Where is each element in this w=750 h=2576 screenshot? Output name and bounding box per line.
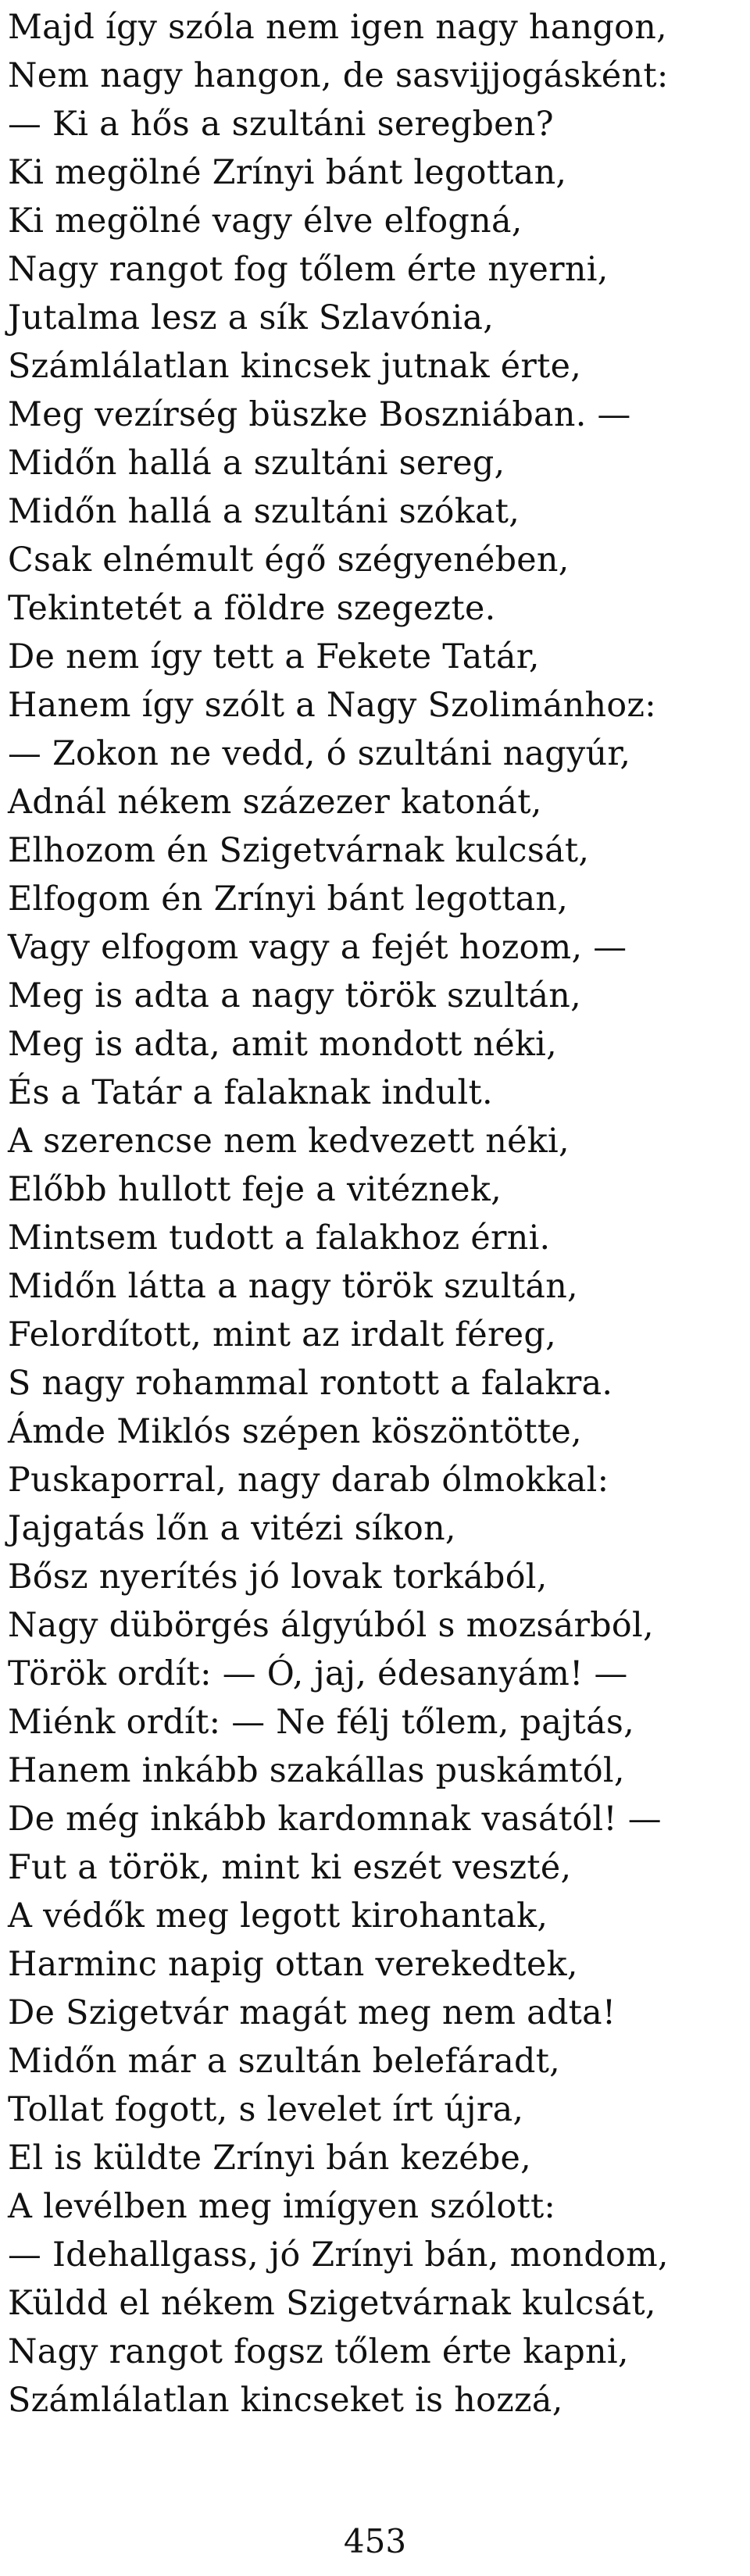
poem-line: Nem nagy hangon, de sasvijjogásként: <box>8 56 669 95</box>
poem-line: Miénk ordít: — Ne félj tőlem, pajtás, <box>8 1703 635 1742</box>
poem-line: — Ki a hős a szultáni seregben? <box>8 105 554 144</box>
poem-line: El is küldte Zrínyi bán kezébe, <box>8 2139 532 2178</box>
poem-line: Harminc napig ottan verekedtek, <box>8 1945 578 1984</box>
poem-line: Midőn már a szultán belefáradt, <box>8 2042 561 2081</box>
poem-line: Jajgatás lőn a vitézi síkon, <box>8 1509 456 1548</box>
poem-line: Midőn hallá a szultáni sereg, <box>8 444 505 483</box>
poem-line: Küldd el nékem Szigetvárnak kulcsát, <box>8 2284 656 2323</box>
poem-line: Számlálatlan kincseket is hozzá, <box>8 2381 563 2420</box>
poem-line: De Szigetvár magát meg nem adta! <box>8 1993 616 2032</box>
poem-line: A levélben meg imígyen szólott: <box>8 2187 556 2226</box>
poem-line: — Idehallgass, jó Zrínyi bán, mondom, <box>8 2235 669 2275</box>
poem-text <box>8 3 746 2424</box>
poem-line: Ki megölné vagy élve elfogná, <box>8 202 523 241</box>
poem-line: Előbb hullott feje a vitéznek, <box>8 1170 502 1209</box>
poem-line: Felordított, mint az irdalt féreg, <box>8 1315 557 1354</box>
poem-line: Fut a török, mint ki eszét veszté, <box>8 1848 572 1887</box>
poem-line: A védők meg legott kirohantak, <box>8 1896 548 1936</box>
poem-line: Hanem így szólt a Nagy Szolimánhoz: <box>8 686 656 725</box>
poem-line: Ámde Miklós szépen köszöntötte, <box>8 1412 582 1451</box>
poem-line: Meg is adta, amit mondott néki, <box>8 1025 558 1064</box>
poem-line: Adnál nékem százezer katonát, <box>8 783 542 822</box>
poem-line: Meg is adta a nagy török szultán, <box>8 976 582 1015</box>
poem-line: Jutalma lesz a sík Szlavónia, <box>8 298 495 337</box>
poem-line: Midőn látta a nagy török szultán, <box>8 1267 578 1306</box>
poem-line: Tekintetét a földre szegezte. <box>8 589 496 628</box>
poem-line: De még inkább kardomnak vasától! — <box>8 1800 662 1839</box>
page-number: 453 <box>343 2522 407 2560</box>
poem-line: Török ordít: — Ó, jaj, édesanyám! — <box>8 1654 628 1693</box>
poem-line: Majd így szóla nem igen nagy hangon, <box>8 8 667 47</box>
poem-line: De nem így tett a Fekete Tatár, <box>8 637 540 676</box>
poem-line: Nagy rangot fog tőlem érte nyerni, <box>8 250 609 289</box>
poem-line: S nagy rohammal rontott a falakra. <box>8 1364 613 1403</box>
poem-line: Hanem inkább szakállas puskámtól, <box>8 1751 625 1790</box>
poem-line: Mintsem tudott a falakhoz érni. <box>8 1218 551 1258</box>
poem-line: Meg vezírség büszke Boszniában. — <box>8 395 631 434</box>
poem-line: Midőn hallá a szultáni szókat, <box>8 492 520 531</box>
poem-line: Nagy dübörgés álgyúból s mozsárból, <box>8 1606 654 1645</box>
poem-line: — Zokon ne vedd, ó szultáni nagyúr, <box>8 734 631 773</box>
poem-line: Elfogom én Zrínyi bánt legottan, <box>8 879 569 919</box>
poem-line: Nagy rangot fogsz tőlem érte kapni, <box>8 2332 629 2371</box>
poem-line: Csak elnémult égő szégyenében, <box>8 541 570 580</box>
poem-line: Ki megölné Zrínyi bánt legottan, <box>8 153 567 192</box>
poem-line: Számlálatlan kincsek jutnak érte, <box>8 347 582 386</box>
poem-line: Elhozom én Szigetvárnak kulcsát, <box>8 831 590 870</box>
poem-line: Vagy elfogom vagy a fejét hozom, — <box>8 928 627 967</box>
poem-line: És a Tatár a falaknak indult. <box>8 1073 493 1112</box>
poem-line: Tollat fogott, s levelet írt újra, <box>8 2090 524 2129</box>
poem-line: Bősz nyerítés jó lovak torkából, <box>8 1557 548 1597</box>
poem-line: Puskaporral, nagy darab ólmokkal: <box>8 1461 609 1500</box>
poem-line: A szerencse nem kedvezett néki, <box>8 1122 570 1161</box>
